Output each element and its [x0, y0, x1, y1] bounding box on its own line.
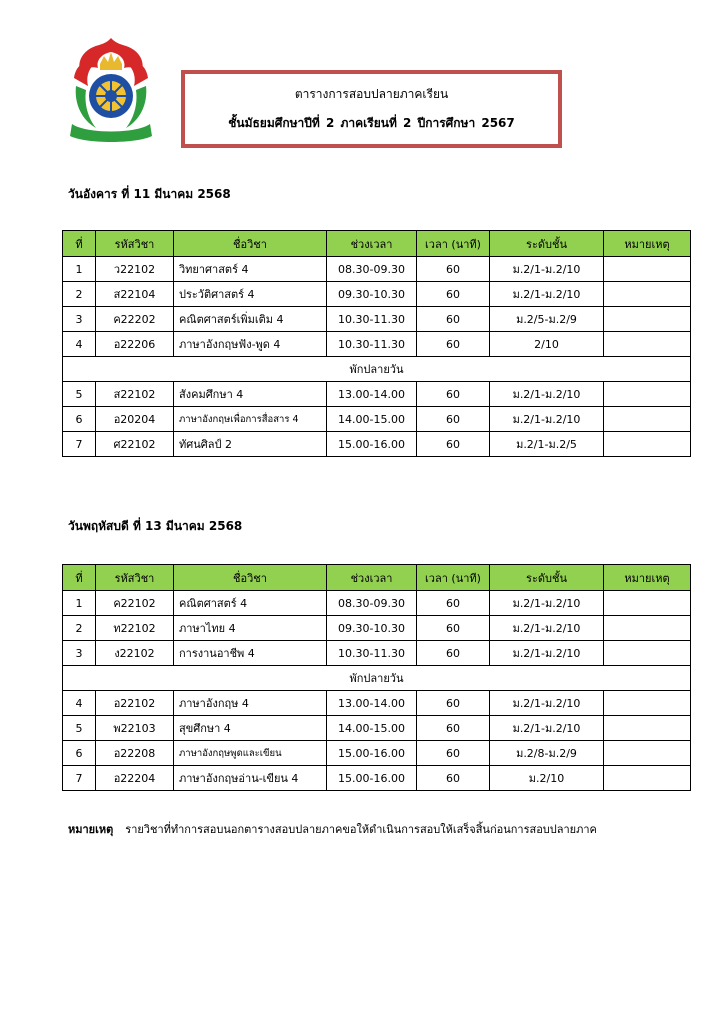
cell-no: 3 [63, 307, 96, 332]
cell-note [604, 591, 691, 616]
cell-name: คณิตศาสตร์ 4 [174, 591, 327, 616]
cell-name: ภาษาไทย 4 [174, 616, 327, 641]
cell-name: ภาษาอังกฤษพูดและเขียน [174, 741, 327, 766]
cell-no: 5 [63, 716, 96, 741]
footer-note [68, 820, 597, 838]
cell-code: ส22104 [96, 282, 174, 307]
table-row [63, 307, 691, 332]
col-header-name: ชื่อวิชา [174, 565, 327, 591]
table-row [63, 741, 691, 766]
table-row [63, 591, 691, 616]
col-header-note: หมายเหตุ [604, 565, 691, 591]
table-row [63, 257, 691, 282]
cell-note [604, 282, 691, 307]
cell-minutes: 60 [417, 641, 490, 666]
cell-name: ภาษาอังกฤษเพื่อการสื่อสาร 4 [174, 407, 327, 432]
cell-no: 4 [63, 691, 96, 716]
footer-note-text: รายวิชาที่ทำการสอบนอกตารางสอบปลายภาคขอให้ดำเนินการสอบให้เสร็จสิ้นก่อนการสอบปลายภาค [125, 823, 597, 836]
cell-note [604, 382, 691, 407]
cell-no: 5 [63, 382, 96, 407]
cell-note [604, 257, 691, 282]
cell-no: 1 [63, 257, 96, 282]
cell-no: 4 [63, 332, 96, 357]
cell-note [604, 332, 691, 357]
cell-note [604, 741, 691, 766]
cell-code: ค22102 [96, 591, 174, 616]
cell-level: 2/10 [490, 332, 604, 357]
col-header-level: ระดับชั้น [490, 231, 604, 257]
cell-note [604, 716, 691, 741]
cell-code: อ22208 [96, 741, 174, 766]
cell-time: 14.00-15.00 [327, 716, 417, 741]
cell-time: 15.00-16.00 [327, 432, 417, 457]
cell-note [604, 307, 691, 332]
col-header-time: ช่วงเวลา [327, 231, 417, 257]
col-header-no: ที่ [63, 565, 96, 591]
cell-level: ม.2/8-ม.2/9 [490, 741, 604, 766]
cell-minutes: 60 [417, 766, 490, 791]
table-row [63, 332, 691, 357]
table-row [63, 766, 691, 791]
cell-no: 3 [63, 641, 96, 666]
col-header-time: ช่วงเวลา [327, 565, 417, 591]
cell-time: 10.30-11.30 [327, 307, 417, 332]
cell-level: ม.2/1-ม.2/10 [490, 691, 604, 716]
cell-minutes: 60 [417, 307, 490, 332]
cell-name: สังคมศึกษา 4 [174, 382, 327, 407]
cell-name: ประวัติศาสตร์ 4 [174, 282, 327, 307]
cell-no: 2 [63, 282, 96, 307]
break-label: พักปลายวัน [63, 357, 691, 382]
cell-name: ภาษาอังกฤษ 4 [174, 691, 327, 716]
cell-time: 15.00-16.00 [327, 766, 417, 791]
table-header-row [63, 565, 691, 591]
cell-level: ม.2/5-ม.2/9 [490, 307, 604, 332]
cell-time: 15.00-16.00 [327, 741, 417, 766]
cell-note [604, 432, 691, 457]
cell-no: 1 [63, 591, 96, 616]
school-emblem-logo [66, 34, 156, 146]
cell-minutes: 60 [417, 591, 490, 616]
table-row [63, 641, 691, 666]
break-row [63, 666, 691, 691]
cell-code: อ20204 [96, 407, 174, 432]
cell-minutes: 60 [417, 332, 490, 357]
document-subtitle: ชั้นมัธยมศึกษาปีที่ 2 ภาคเรียนที่ 2 ปีการศึกษา 2567 [228, 116, 515, 130]
table-header-row [63, 231, 691, 257]
cell-code: อ22206 [96, 332, 174, 357]
cell-time: 10.30-11.30 [327, 332, 417, 357]
cell-name: สุขศึกษา 4 [174, 716, 327, 741]
cell-code: ศ22102 [96, 432, 174, 457]
cell-minutes: 60 [417, 282, 490, 307]
document-title: ตารางการสอบปลายภาคเรียน [294, 87, 449, 101]
day2-heading: วันพฤหัสบดี ที่ 13 มีนาคม 2568 [68, 519, 243, 533]
cell-note [604, 407, 691, 432]
cell-no: 6 [63, 741, 96, 766]
col-header-no: ที่ [63, 231, 96, 257]
cell-time: 13.00-14.00 [327, 691, 417, 716]
cell-time: 14.00-15.00 [327, 407, 417, 432]
cell-no: 7 [63, 766, 96, 791]
cell-code: อ22204 [96, 766, 174, 791]
cell-time: 10.30-11.30 [327, 641, 417, 666]
cell-name: ภาษาอังกฤษฟัง-พูด 4 [174, 332, 327, 357]
cell-code: ว22102 [96, 257, 174, 282]
cell-code: ค22202 [96, 307, 174, 332]
table-row [63, 282, 691, 307]
table-row [63, 382, 691, 407]
cell-minutes: 60 [417, 741, 490, 766]
cell-note [604, 641, 691, 666]
table-row [63, 691, 691, 716]
col-header-level: ระดับชั้น [490, 565, 604, 591]
col-header-name: ชื่อวิชา [174, 231, 327, 257]
cell-name: ทัศนศิลป์ 2 [174, 432, 327, 457]
col-header-code: รหัสวิชา [96, 231, 174, 257]
title-box [181, 70, 562, 148]
cell-level: ม.2/1-ม.2/10 [490, 382, 604, 407]
cell-minutes: 60 [417, 716, 490, 741]
col-header-code: รหัสวิชา [96, 565, 174, 591]
cell-code: ท22102 [96, 616, 174, 641]
col-header-minutes: เวลา (นาที) [417, 565, 490, 591]
cell-level: ม.2/1-ม.2/10 [490, 616, 604, 641]
day1-schedule-table [62, 230, 691, 457]
cell-name: คณิตศาสตร์เพิ่มเติม 4 [174, 307, 327, 332]
cell-code: ส22102 [96, 382, 174, 407]
cell-time: 09.30-10.30 [327, 282, 417, 307]
cell-code: ง22102 [96, 641, 174, 666]
cell-no: 2 [63, 616, 96, 641]
table-row [63, 616, 691, 641]
cell-minutes: 60 [417, 691, 490, 716]
cell-minutes: 60 [417, 382, 490, 407]
table-row [63, 432, 691, 457]
table-row [63, 716, 691, 741]
cell-minutes: 60 [417, 257, 490, 282]
cell-note [604, 616, 691, 641]
cell-time: 08.30-09.30 [327, 591, 417, 616]
footer-note-label: หมายเหตุ [68, 823, 114, 836]
cell-minutes: 60 [417, 432, 490, 457]
cell-level: ม.2/1-ม.2/10 [490, 641, 604, 666]
break-row [63, 357, 691, 382]
cell-no: 6 [63, 407, 96, 432]
cell-time: 08.30-09.30 [327, 257, 417, 282]
cell-minutes: 60 [417, 616, 490, 641]
cell-no: 7 [63, 432, 96, 457]
cell-level: ม.2/1-ม.2/10 [490, 282, 604, 307]
cell-code: พ22103 [96, 716, 174, 741]
col-header-minutes: เวลา (นาที) [417, 231, 490, 257]
cell-level: ม.2/10 [490, 766, 604, 791]
day1-heading: วันอังคาร ที่ 11 มีนาคม 2568 [68, 187, 231, 201]
cell-level: ม.2/1-ม.2/10 [490, 257, 604, 282]
day2-schedule-table [62, 564, 691, 791]
cell-level: ม.2/1-ม.2/5 [490, 432, 604, 457]
cell-level: ม.2/1-ม.2/10 [490, 716, 604, 741]
cell-code: อ22102 [96, 691, 174, 716]
cell-time: 09.30-10.30 [327, 616, 417, 641]
cell-time: 13.00-14.00 [327, 382, 417, 407]
cell-name: วิทยาศาสตร์ 4 [174, 257, 327, 282]
table-row [63, 407, 691, 432]
cell-note [604, 691, 691, 716]
break-label: พักปลายวัน [63, 666, 691, 691]
cell-name: ภาษาอังกฤษอ่าน-เขียน 4 [174, 766, 327, 791]
cell-note [604, 766, 691, 791]
cell-level: ม.2/1-ม.2/10 [490, 591, 604, 616]
cell-minutes: 60 [417, 407, 490, 432]
col-header-note: หมายเหตุ [604, 231, 691, 257]
cell-name: การงานอาชีพ 4 [174, 641, 327, 666]
cell-level: ม.2/1-ม.2/10 [490, 407, 604, 432]
